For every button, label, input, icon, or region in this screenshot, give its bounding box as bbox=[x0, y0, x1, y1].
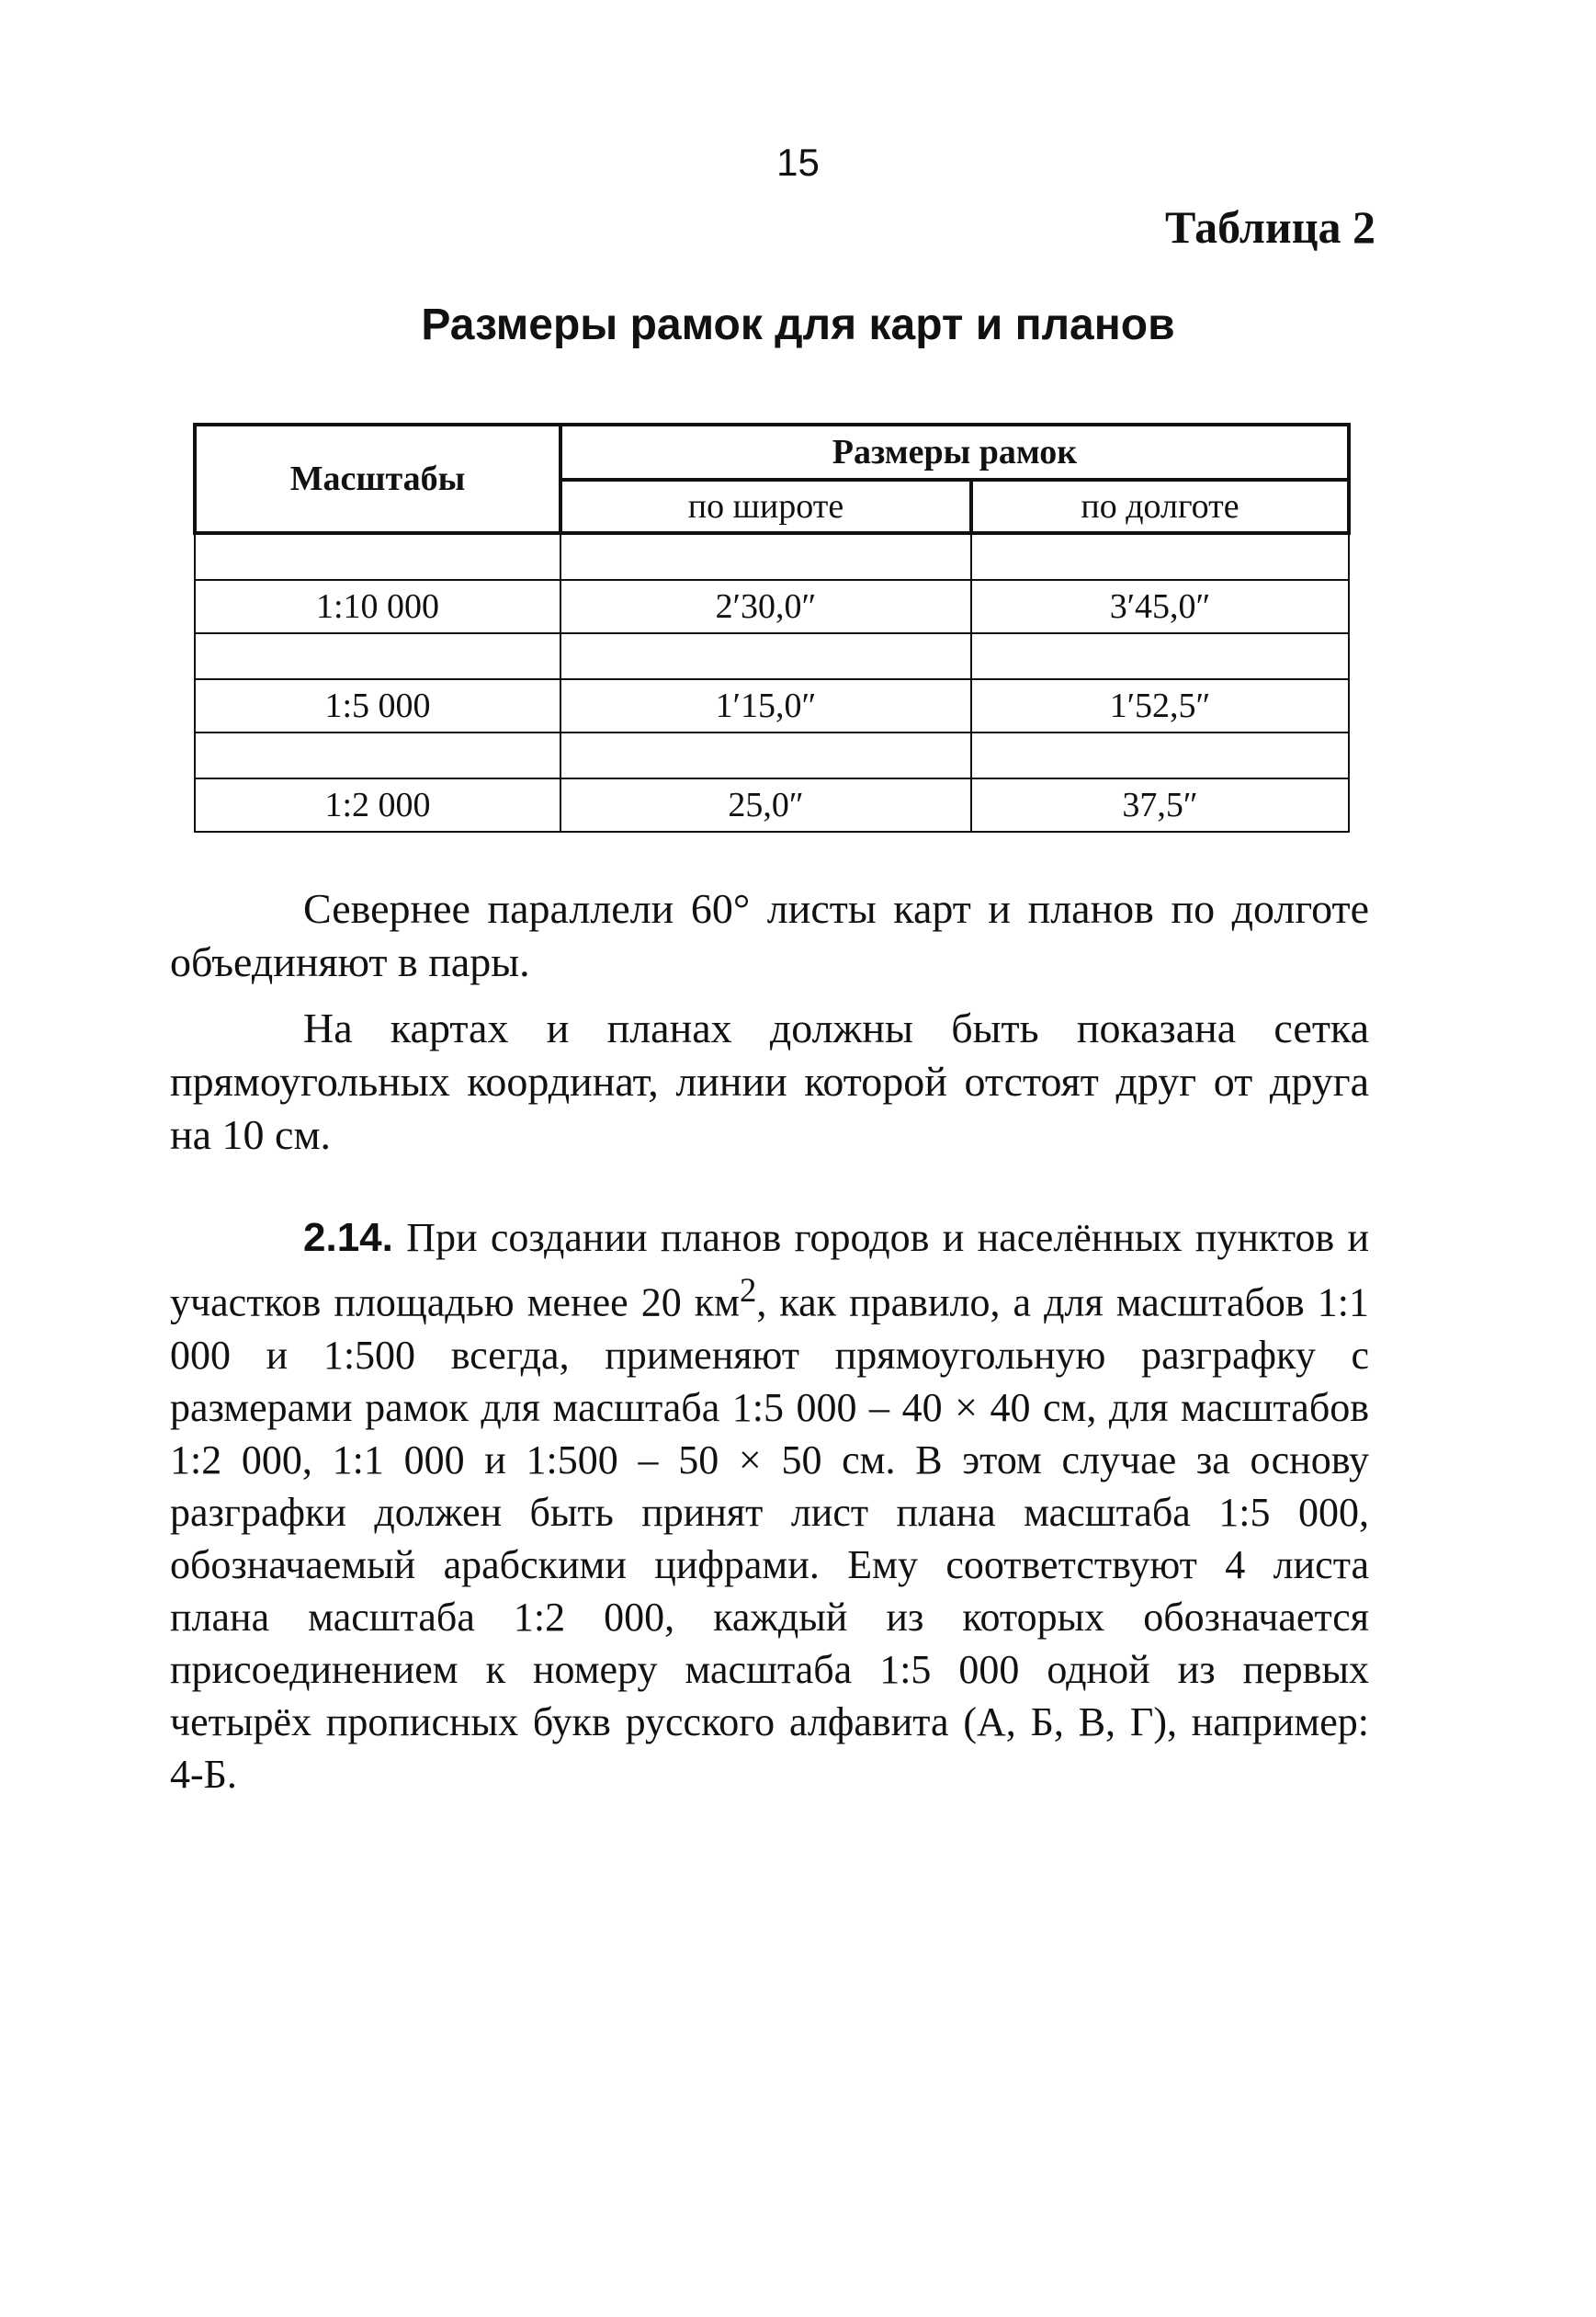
header-longitude: по долготе bbox=[971, 480, 1349, 533]
header-scale: Масштабы bbox=[195, 425, 560, 533]
latitude-cell: 1′15,0″ bbox=[560, 679, 971, 733]
empty-cell bbox=[560, 533, 971, 580]
longitude-cell: 37,5″ bbox=[971, 778, 1349, 832]
superscript: 2 bbox=[740, 1271, 757, 1309]
table-row bbox=[195, 580, 1349, 633]
empty-cell bbox=[971, 633, 1349, 679]
empty-cell bbox=[195, 533, 560, 580]
paragraph-2-14 bbox=[170, 1211, 1369, 1800]
paragraph-text-part: , как правило, а для масштабов 1:1 000 и 1:500 всегда, применяют прямоугольную разграфку с размерами рамок для масштаба 1:5 000 – 40 × 40 см, для масштабов 1:2 000, 1:1 000 и 1:500 – 50 × 50 см. В этом случае за основу разграфки должен быть принят лист плана масштаба 1:5 000, обозначаемый арабскими цифрами. Ему соответствуют 4 листа плана масштаба 1:2 000, каждый из которых обозначается присоединением к номеру масштаба 1:5 000 одной из первых четырёх прописных букв русского алфавита (А, Б, В, Г), например: 4-Б. bbox=[170, 1279, 1369, 1797]
table-label: Таблица 2 bbox=[1164, 201, 1375, 253]
longitude-cell: 3′45,0″ bbox=[971, 580, 1349, 633]
longitude-cell: 1′52,5″ bbox=[971, 679, 1349, 733]
paragraph-text: Севернее параллели 60° листы карт и планов по долготе объединяют в пары. bbox=[170, 885, 1369, 985]
paragraph-coordinate-grid bbox=[170, 1002, 1369, 1162]
header-sizes: Размеры рамок bbox=[560, 425, 1349, 480]
table-row bbox=[195, 778, 1349, 832]
empty-cell bbox=[195, 633, 560, 679]
table-row bbox=[195, 679, 1349, 733]
latitude-cell: 2′30,0″ bbox=[560, 580, 971, 633]
table-title: Размеры рамок для карт и планов bbox=[421, 301, 1175, 349]
paragraph-text-part: При создании планов городов и населённых пунктов и участков площадью менее 20 км bbox=[170, 1215, 1369, 1325]
section-number: 2.14. bbox=[303, 1215, 393, 1260]
paragraph-north-parallel bbox=[170, 882, 1369, 989]
empty-cell bbox=[195, 733, 560, 778]
empty-cell bbox=[560, 633, 971, 679]
scale-cell: 1:2 000 bbox=[195, 778, 560, 832]
header-latitude: по широте bbox=[560, 480, 971, 533]
paragraph-text: На картах и планах должны быть показана сетка прямоугольных координат, линии которой отстоят друг от друга на 10 см. bbox=[170, 1005, 1369, 1158]
latitude-cell: 25,0″ bbox=[560, 778, 971, 832]
empty-cell bbox=[560, 733, 971, 778]
empty-cell bbox=[971, 733, 1349, 778]
scale-cell: 1:5 000 bbox=[195, 679, 560, 733]
frame-sizes-table bbox=[193, 423, 1351, 833]
page-number: 15 bbox=[776, 141, 820, 184]
scale-cell: 1:10 000 bbox=[195, 580, 560, 633]
paragraph-text bbox=[170, 1211, 1369, 1800]
empty-cell bbox=[971, 533, 1349, 580]
